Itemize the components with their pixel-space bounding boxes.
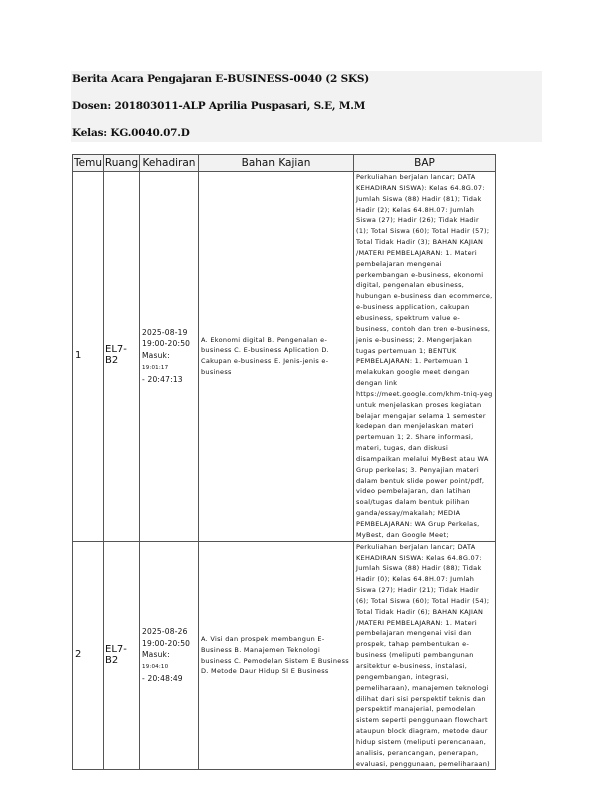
ruang-cell: EL7-B2 (104, 541, 140, 770)
column-header-kehadiran: Kehadiran (140, 155, 199, 172)
bahan-kajian-cell: A. Visi dan prospek membangun E-Business B. Manajemen Teknologi business C. Pemodelan Sistem E Business D. Metode Daur Hidup SI E Business (199, 541, 354, 770)
kehadiran-cell (140, 541, 199, 770)
session-time: 19:00-20:50 (142, 339, 191, 349)
session-date: 2025-08-26 (142, 627, 188, 637)
table-row (73, 541, 496, 770)
document-title: Berita Acara Pengajaran E-BUSINESS-0040 (2 SKS) (72, 73, 370, 85)
checkout-time: - 20:48:49 (142, 674, 183, 684)
session-date: 2025-08-19 (142, 328, 188, 338)
teaching-record-table (72, 154, 496, 770)
bap-cell: Perkuliahan berjalan lancar; DATA KEHADIRAN SISWA): Kelas 64.8G.07: Jumlah Siswa (88) Hadir (81); Tidak Hadir (2); Kelas 64.8H.07: Jumlah Siswa (27); Hadir (26); Tidak Hadir (1); Total Siswa (60); Total Hadir (57); Total Tidak Hadir (3); BAHAN KAJIAN /MATERI PEMBELAJARAN: 1. Materi pembelajaran mengenai perkembangan e-business, ekonomi digital, pengenalan ebusiness, hubungan e-business dan ecommerce, e-business application, cakupan ebusiness, spektrum value e-business, contoh dan tren e-business, jenis e-business; 2. Mengerjakan tugas pertemuan 1; BENTUK PEMBELAJARAN: 1. Pertemuan 1 melakukan google meet dengan dengan link https://meet.google.com/khm-tniq-yeg untuk menjelaskan proses kegiatan belajar mengajar selama 1 semester kedepan dan menjelaskan materi pertemuan 1; 2. Share informasi, materi, tugas, dan diskusi disampaikan melalui MyBest atau WA Grup perkelas; 3. Penyajian materi dalam bentuk slide power point/pdf, video pembelajaran, dan latihan soal/tugas dalam bentuk pilihan ganda/essay/makalah; MEDIA PEMBELAJARAN: WA Grup Perkelas, MyBest, dan Google Meet; (354, 172, 496, 542)
checkin-label: Masuk: (142, 350, 170, 360)
session-time: 19:00-20:50 (142, 638, 191, 648)
column-header-bahan-kajian: Bahan Kajian (199, 155, 354, 172)
table-header-row (73, 155, 496, 172)
checkin-time: 19:04:10 (142, 664, 169, 671)
table-row (73, 172, 496, 542)
kehadiran-cell (140, 172, 199, 542)
temu-cell: 1 (73, 172, 104, 542)
bap-cell: Perkuliahan berjalan lancar; DATA KEHADIRAN SISWA: Kelas 64.8G.07: Jumlah Siswa (88) Hadir (88); Tidak Hadir (0); Kelas 64.8H.07: Jumlah Siswa (27); Hadir (21); Tidak Hadir (6); Total Siswa (60); Total Hadir (54); Total Tidak Hadir (6); BAHAN KAJIAN /MATERI PEMBELAJARAN: 1. Materi pembelajaran mengenai visi dan prospek, tahap pembentukan e-business (meliputi pembangunan arsitektur e-business, instalasi, pengembangan, integrasi, pemeliharaan), manajemen teknologi dilihat dari sisi perspektif teknis dan perspektif manajerial, pemodelan sistem seperti penggunaan flowchart ataupun block diagram, metode daur hidup sistem (meliputi perencanaan, analisis, perancangan, penerapan, evaluasi, penggunaan, pemeliharaan) (354, 541, 496, 770)
lecturer-line: Dosen: 201803011-ALP Aprilia Puspasari, S.E, M.M (72, 100, 366, 112)
ruang-cell: EL7-B2 (104, 172, 140, 542)
bahan-kajian-cell: A. Ekonomi digital B. Pengenalan e-business C. E-business Aplication D. Cakupan e-business E. Jenis-jenis e-business (199, 172, 354, 542)
checkin-time: 19:01:17 (142, 364, 169, 371)
column-header-ruang: Ruang (104, 155, 140, 172)
temu-cell: 2 (73, 541, 104, 770)
column-header-bap: BAP (354, 155, 496, 172)
class-line: Kelas: KG.0040.07.D (72, 127, 190, 139)
checkin-label: Masuk: (142, 649, 170, 659)
document-header (71, 71, 542, 142)
checkout-time: - 20:47:13 (142, 375, 183, 385)
column-header-temu: Temu (73, 155, 104, 172)
